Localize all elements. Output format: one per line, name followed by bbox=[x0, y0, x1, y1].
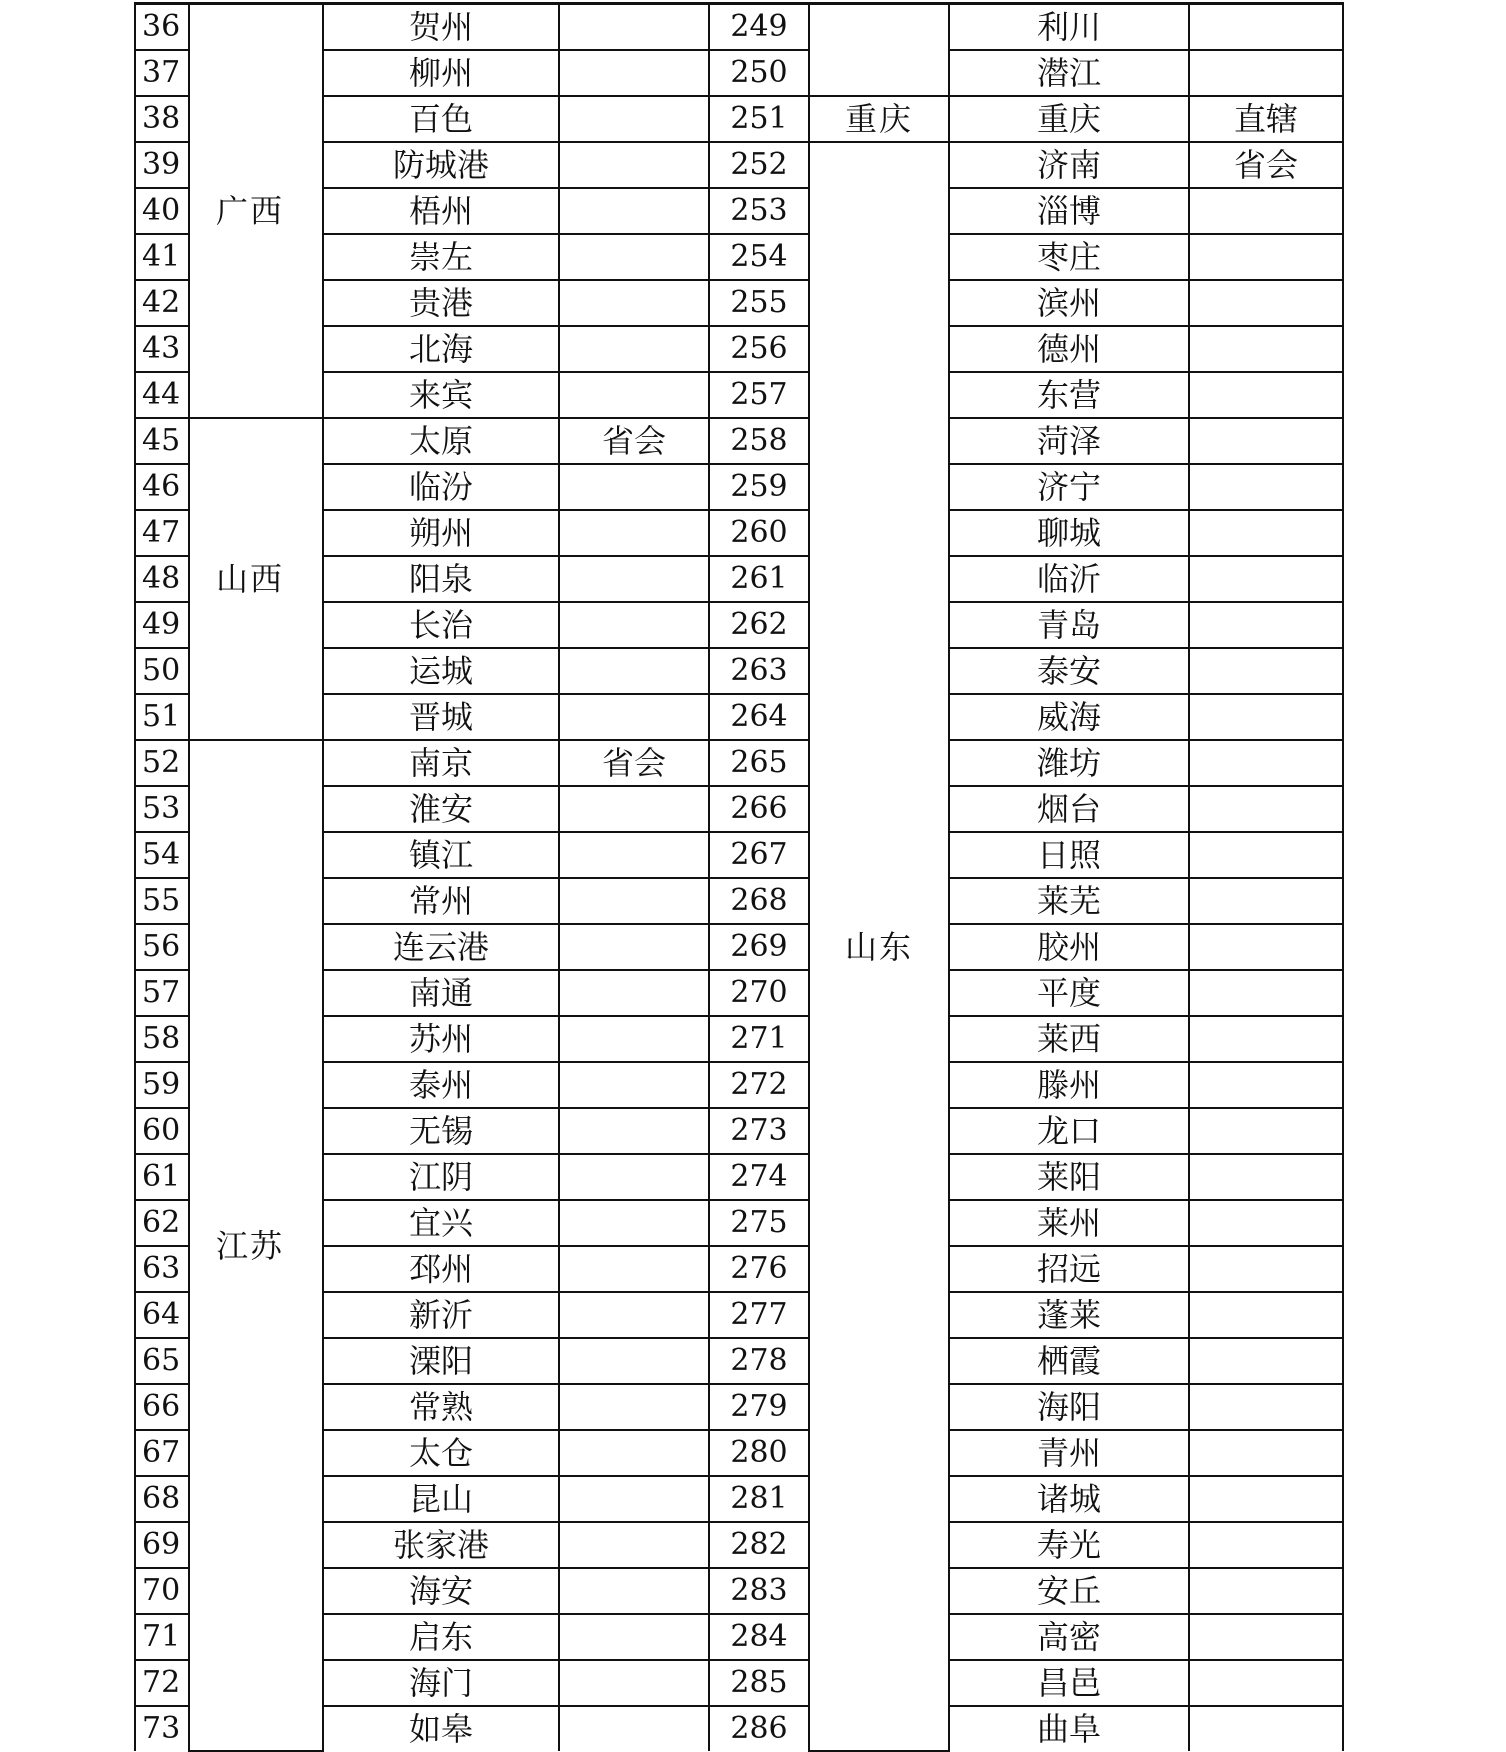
row-number-cell-right: 286 bbox=[709, 1706, 809, 1751]
city-cell-right: 利川 bbox=[949, 4, 1189, 51]
row-number-cell: 38 bbox=[135, 96, 189, 142]
row-number-cell-right: 276 bbox=[709, 1246, 809, 1292]
city-cell-right: 安丘 bbox=[949, 1568, 1189, 1614]
note-cell bbox=[559, 1154, 709, 1200]
note-cell-right bbox=[1189, 740, 1343, 786]
row-number-cell: 39 bbox=[135, 142, 189, 188]
row-number-cell-right: 254 bbox=[709, 234, 809, 280]
note-cell bbox=[559, 1062, 709, 1108]
city-cell-right: 临沂 bbox=[949, 556, 1189, 602]
city-cell: 苏州 bbox=[323, 1016, 559, 1062]
note-cell bbox=[559, 464, 709, 510]
city-cell: 张家港 bbox=[323, 1522, 559, 1568]
row-number-cell-right: 282 bbox=[709, 1522, 809, 1568]
city-cell-right: 东营 bbox=[949, 372, 1189, 418]
city-cell: 临汾 bbox=[323, 464, 559, 510]
row-number-cell-right: 269 bbox=[709, 924, 809, 970]
city-cell: 新沂 bbox=[323, 1292, 559, 1338]
city-cell: 运城 bbox=[323, 648, 559, 694]
row-number-cell: 73 bbox=[135, 1706, 189, 1751]
row-number-cell: 36 bbox=[135, 4, 189, 51]
note-cell bbox=[559, 510, 709, 556]
note-cell bbox=[559, 1246, 709, 1292]
city-cell-right: 聊城 bbox=[949, 510, 1189, 556]
note-cell-right bbox=[1189, 464, 1343, 510]
row-number-cell: 40 bbox=[135, 188, 189, 234]
note-cell bbox=[559, 1568, 709, 1614]
city-cell-right: 莱西 bbox=[949, 1016, 1189, 1062]
city-cell-right: 诸城 bbox=[949, 1476, 1189, 1522]
row-number-cell: 46 bbox=[135, 464, 189, 510]
row-number-cell-right: 256 bbox=[709, 326, 809, 372]
city-cell-right: 莱州 bbox=[949, 1200, 1189, 1246]
row-number-cell-right: 285 bbox=[709, 1660, 809, 1706]
row-number-cell-right: 280 bbox=[709, 1430, 809, 1476]
note-cell-right bbox=[1189, 1246, 1343, 1292]
row-number-cell-right: 262 bbox=[709, 602, 809, 648]
city-cell-right: 济宁 bbox=[949, 464, 1189, 510]
row-number-cell: 60 bbox=[135, 1108, 189, 1154]
city-cell: 梧州 bbox=[323, 188, 559, 234]
city-cell: 晋城 bbox=[323, 694, 559, 740]
note-cell-right bbox=[1189, 1568, 1343, 1614]
city-cell: 贺州 bbox=[323, 4, 559, 51]
note-cell: 省会 bbox=[559, 740, 709, 786]
city-cell: 泰州 bbox=[323, 1062, 559, 1108]
province-cell-right: 重庆 bbox=[809, 96, 949, 142]
note-cell bbox=[559, 1292, 709, 1338]
city-cell-right: 青岛 bbox=[949, 602, 1189, 648]
row-number-cell-right: 259 bbox=[709, 464, 809, 510]
note-cell-right bbox=[1189, 832, 1343, 878]
city-cell: 朔州 bbox=[323, 510, 559, 556]
city-cell-right: 潍坊 bbox=[949, 740, 1189, 786]
note-cell-right bbox=[1189, 1338, 1343, 1384]
note-cell-right bbox=[1189, 1292, 1343, 1338]
row-number-cell-right: 284 bbox=[709, 1614, 809, 1660]
note-cell bbox=[559, 1660, 709, 1706]
city-cell: 南京 bbox=[323, 740, 559, 786]
note-cell-right bbox=[1189, 188, 1343, 234]
row-number-cell-right: 255 bbox=[709, 280, 809, 326]
note-cell bbox=[559, 648, 709, 694]
row-number-cell-right: 249 bbox=[709, 4, 809, 51]
table-row bbox=[135, 4, 1343, 51]
row-number-cell-right: 265 bbox=[709, 740, 809, 786]
city-cell-right: 海阳 bbox=[949, 1384, 1189, 1430]
note-cell-right bbox=[1189, 4, 1343, 51]
row-number-cell: 54 bbox=[135, 832, 189, 878]
city-cell-right: 莱阳 bbox=[949, 1154, 1189, 1200]
note-cell: 省会 bbox=[559, 418, 709, 464]
note-cell-right bbox=[1189, 1384, 1343, 1430]
row-number-cell-right: 258 bbox=[709, 418, 809, 464]
table-row bbox=[135, 418, 1343, 464]
city-cell: 连云港 bbox=[323, 924, 559, 970]
row-number-cell: 50 bbox=[135, 648, 189, 694]
row-number-cell-right: 260 bbox=[709, 510, 809, 556]
row-number-cell: 59 bbox=[135, 1062, 189, 1108]
city-cell: 阳泉 bbox=[323, 556, 559, 602]
row-number-cell: 62 bbox=[135, 1200, 189, 1246]
city-cell: 南通 bbox=[323, 970, 559, 1016]
city-cell: 溧阳 bbox=[323, 1338, 559, 1384]
note-cell bbox=[559, 280, 709, 326]
row-number-cell: 55 bbox=[135, 878, 189, 924]
row-number-cell: 70 bbox=[135, 1568, 189, 1614]
note-cell bbox=[559, 694, 709, 740]
note-cell-right bbox=[1189, 786, 1343, 832]
city-cell: 如皋 bbox=[323, 1706, 559, 1751]
note-cell-right bbox=[1189, 1706, 1343, 1751]
row-number-cell: 65 bbox=[135, 1338, 189, 1384]
note-cell-right bbox=[1189, 556, 1343, 602]
city-cell: 百色 bbox=[323, 96, 559, 142]
row-number-cell-right: 268 bbox=[709, 878, 809, 924]
row-number-cell-right: 251 bbox=[709, 96, 809, 142]
city-cell: 崇左 bbox=[323, 234, 559, 280]
note-cell bbox=[559, 556, 709, 602]
city-cell-right: 日照 bbox=[949, 832, 1189, 878]
table-body bbox=[135, 4, 1343, 1752]
city-cell-right: 烟台 bbox=[949, 786, 1189, 832]
note-cell bbox=[559, 372, 709, 418]
city-cell-right: 平度 bbox=[949, 970, 1189, 1016]
row-number-cell: 52 bbox=[135, 740, 189, 786]
city-cell-right: 威海 bbox=[949, 694, 1189, 740]
city-table bbox=[134, 2, 1344, 1752]
note-cell-right bbox=[1189, 1614, 1343, 1660]
city-cell: 启东 bbox=[323, 1614, 559, 1660]
row-number-cell-right: 250 bbox=[709, 50, 809, 96]
city-cell-right: 栖霞 bbox=[949, 1338, 1189, 1384]
city-cell-right: 寿光 bbox=[949, 1522, 1189, 1568]
row-number-cell-right: 270 bbox=[709, 970, 809, 1016]
note-cell-right bbox=[1189, 1108, 1343, 1154]
city-cell: 淮安 bbox=[323, 786, 559, 832]
row-number-cell-right: 253 bbox=[709, 188, 809, 234]
note-cell-right bbox=[1189, 510, 1343, 556]
city-cell-right: 曲阜 bbox=[949, 1706, 1189, 1751]
note-cell bbox=[559, 4, 709, 51]
note-cell-right bbox=[1189, 878, 1343, 924]
city-cell-right: 昌邑 bbox=[949, 1660, 1189, 1706]
note-cell-right: 省会 bbox=[1189, 142, 1343, 188]
row-number-cell-right: 273 bbox=[709, 1108, 809, 1154]
row-number-cell-right: 266 bbox=[709, 786, 809, 832]
row-number-cell-right: 283 bbox=[709, 1568, 809, 1614]
city-cell: 太原 bbox=[323, 418, 559, 464]
row-number-cell: 45 bbox=[135, 418, 189, 464]
city-cell: 柳州 bbox=[323, 50, 559, 96]
row-number-cell: 72 bbox=[135, 1660, 189, 1706]
province-cell: 江苏 bbox=[189, 740, 323, 1751]
city-cell: 北海 bbox=[323, 326, 559, 372]
note-cell-right bbox=[1189, 50, 1343, 96]
row-number-cell: 48 bbox=[135, 556, 189, 602]
city-cell: 镇江 bbox=[323, 832, 559, 878]
city-cell: 常州 bbox=[323, 878, 559, 924]
row-number-cell: 57 bbox=[135, 970, 189, 1016]
city-cell-right: 枣庄 bbox=[949, 234, 1189, 280]
row-number-cell: 64 bbox=[135, 1292, 189, 1338]
city-cell: 贵港 bbox=[323, 280, 559, 326]
note-cell-right bbox=[1189, 1476, 1343, 1522]
row-number-cell-right: 261 bbox=[709, 556, 809, 602]
province-cell-right: 山东 bbox=[809, 142, 949, 1751]
city-cell-right: 高密 bbox=[949, 1614, 1189, 1660]
note-cell-right bbox=[1189, 1660, 1343, 1706]
city-cell-right: 莱芜 bbox=[949, 878, 1189, 924]
province-cell-right bbox=[809, 4, 949, 97]
province-cell: 山西 bbox=[189, 418, 323, 740]
city-cell-right: 龙口 bbox=[949, 1108, 1189, 1154]
row-number-cell: 42 bbox=[135, 280, 189, 326]
row-number-cell: 49 bbox=[135, 602, 189, 648]
note-cell bbox=[559, 1430, 709, 1476]
note-cell bbox=[559, 878, 709, 924]
note-cell bbox=[559, 832, 709, 878]
city-cell-right: 济南 bbox=[949, 142, 1189, 188]
note-cell bbox=[559, 1016, 709, 1062]
note-cell bbox=[559, 188, 709, 234]
city-cell-right: 招远 bbox=[949, 1246, 1189, 1292]
note-cell-right bbox=[1189, 1016, 1343, 1062]
note-cell bbox=[559, 1614, 709, 1660]
city-cell: 太仓 bbox=[323, 1430, 559, 1476]
row-number-cell: 53 bbox=[135, 786, 189, 832]
note-cell bbox=[559, 786, 709, 832]
row-number-cell: 37 bbox=[135, 50, 189, 96]
row-number-cell: 66 bbox=[135, 1384, 189, 1430]
row-number-cell: 41 bbox=[135, 234, 189, 280]
note-cell-right bbox=[1189, 1200, 1343, 1246]
table-row bbox=[135, 740, 1343, 786]
note-cell bbox=[559, 1338, 709, 1384]
row-number-cell: 69 bbox=[135, 1522, 189, 1568]
city-cell-right: 泰安 bbox=[949, 648, 1189, 694]
city-cell-right: 重庆 bbox=[949, 96, 1189, 142]
note-cell bbox=[559, 50, 709, 96]
city-cell: 长治 bbox=[323, 602, 559, 648]
note-cell bbox=[559, 602, 709, 648]
city-cell: 邳州 bbox=[323, 1246, 559, 1292]
city-cell: 昆山 bbox=[323, 1476, 559, 1522]
row-number-cell-right: 278 bbox=[709, 1338, 809, 1384]
row-number-cell-right: 252 bbox=[709, 142, 809, 188]
row-number-cell-right: 263 bbox=[709, 648, 809, 694]
city-cell-right: 潜江 bbox=[949, 50, 1189, 96]
note-cell bbox=[559, 142, 709, 188]
note-cell-right bbox=[1189, 1522, 1343, 1568]
city-cell-right: 滨州 bbox=[949, 280, 1189, 326]
row-number-cell: 63 bbox=[135, 1246, 189, 1292]
city-cell: 来宾 bbox=[323, 372, 559, 418]
note-cell bbox=[559, 1476, 709, 1522]
note-cell bbox=[559, 326, 709, 372]
row-number-cell-right: 274 bbox=[709, 1154, 809, 1200]
city-cell-right: 菏泽 bbox=[949, 418, 1189, 464]
row-number-cell: 44 bbox=[135, 372, 189, 418]
city-cell: 海安 bbox=[323, 1568, 559, 1614]
note-cell-right bbox=[1189, 648, 1343, 694]
city-cell: 常熟 bbox=[323, 1384, 559, 1430]
note-cell bbox=[559, 1522, 709, 1568]
row-number-cell-right: 272 bbox=[709, 1062, 809, 1108]
note-cell bbox=[559, 1706, 709, 1751]
note-cell bbox=[559, 1108, 709, 1154]
note-cell-right bbox=[1189, 280, 1343, 326]
city-cell: 防城港 bbox=[323, 142, 559, 188]
city-cell: 无锡 bbox=[323, 1108, 559, 1154]
note-cell bbox=[559, 924, 709, 970]
note-cell-right bbox=[1189, 1062, 1343, 1108]
row-number-cell: 51 bbox=[135, 694, 189, 740]
city-cell: 海门 bbox=[323, 1660, 559, 1706]
city-cell-right: 蓬莱 bbox=[949, 1292, 1189, 1338]
note-cell-right bbox=[1189, 372, 1343, 418]
row-number-cell-right: 275 bbox=[709, 1200, 809, 1246]
row-number-cell-right: 277 bbox=[709, 1292, 809, 1338]
city-cell-right: 滕州 bbox=[949, 1062, 1189, 1108]
row-number-cell-right: 267 bbox=[709, 832, 809, 878]
row-number-cell-right: 271 bbox=[709, 1016, 809, 1062]
city-cell-right: 德州 bbox=[949, 326, 1189, 372]
note-cell bbox=[559, 970, 709, 1016]
city-cell: 江阴 bbox=[323, 1154, 559, 1200]
row-number-cell-right: 264 bbox=[709, 694, 809, 740]
city-cell-right: 胶州 bbox=[949, 924, 1189, 970]
city-cell: 宜兴 bbox=[323, 1200, 559, 1246]
note-cell bbox=[559, 1384, 709, 1430]
city-cell-right: 青州 bbox=[949, 1430, 1189, 1476]
note-cell-right bbox=[1189, 694, 1343, 740]
row-number-cell: 47 bbox=[135, 510, 189, 556]
note-cell-right bbox=[1189, 970, 1343, 1016]
row-number-cell: 43 bbox=[135, 326, 189, 372]
note-cell bbox=[559, 96, 709, 142]
row-number-cell: 56 bbox=[135, 924, 189, 970]
note-cell-right bbox=[1189, 418, 1343, 464]
note-cell-right bbox=[1189, 602, 1343, 648]
row-number-cell: 68 bbox=[135, 1476, 189, 1522]
row-number-cell: 61 bbox=[135, 1154, 189, 1200]
city-cell-right: 淄博 bbox=[949, 188, 1189, 234]
note-cell-right: 直辖 bbox=[1189, 96, 1343, 142]
note-cell bbox=[559, 1200, 709, 1246]
note-cell-right bbox=[1189, 1430, 1343, 1476]
note-cell-right bbox=[1189, 924, 1343, 970]
row-number-cell: 67 bbox=[135, 1430, 189, 1476]
row-number-cell-right: 257 bbox=[709, 372, 809, 418]
row-number-cell-right: 279 bbox=[709, 1384, 809, 1430]
row-number-cell-right: 281 bbox=[709, 1476, 809, 1522]
row-number-cell: 71 bbox=[135, 1614, 189, 1660]
note-cell-right bbox=[1189, 234, 1343, 280]
note-cell-right bbox=[1189, 326, 1343, 372]
province-cell: 广西 bbox=[189, 4, 323, 419]
note-cell-right bbox=[1189, 1154, 1343, 1200]
row-number-cell: 58 bbox=[135, 1016, 189, 1062]
note-cell bbox=[559, 234, 709, 280]
